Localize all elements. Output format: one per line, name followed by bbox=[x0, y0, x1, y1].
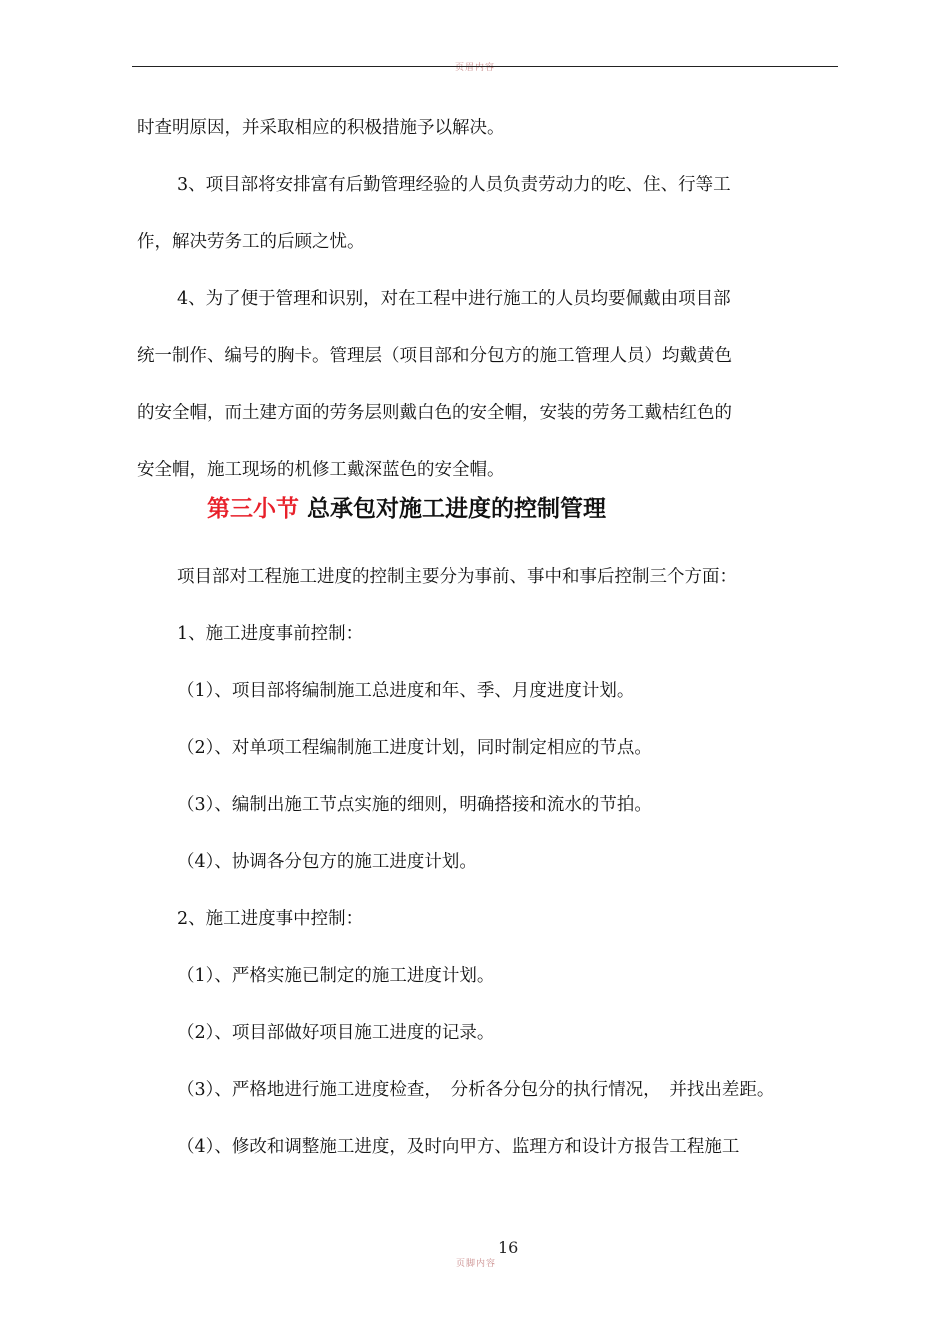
page-header-text: 页眉内容 bbox=[454, 63, 495, 73]
body-line: 项目部对工程施工进度的控制主要分为事前、事中和事后控制三个方面： bbox=[177, 567, 737, 587]
body-line: （4）、协调各分包方的施工进度计划。 bbox=[177, 852, 477, 872]
body-line: （1）、严格实施已制定的施工进度计划。 bbox=[177, 966, 495, 986]
paragraph-line: 3、项目部将安排富有后勤管理经验的人员负责劳动力的吃、住、行等工 bbox=[177, 175, 731, 195]
body-line: （2）、对单项工程编制施工进度计划，同时制定相应的节点。 bbox=[177, 738, 652, 758]
section-title: 总承包对施工进度的控制管理 bbox=[307, 496, 607, 522]
body-line: 1、施工进度事前控制： bbox=[177, 624, 364, 644]
page-number: 16 bbox=[498, 1238, 519, 1257]
paragraph-line: 作，解决劳务工的后顾之忧。 bbox=[137, 232, 365, 252]
section-heading bbox=[207, 494, 606, 524]
paragraph-line: 时查明原因，并采取相应的积极措施予以解决。 bbox=[137, 118, 505, 138]
paragraph-line: 安全帽，施工现场的机修工戴深蓝色的安全帽。 bbox=[137, 460, 505, 480]
paragraph-line: 4、为了便于管理和识别，对在工程中进行施工的人员均要佩戴由项目部 bbox=[177, 289, 731, 309]
header-rule bbox=[132, 66, 838, 67]
body-line: 2、施工进度事中控制： bbox=[177, 909, 364, 929]
paragraph-line: 统一制作、编号的胸卡。管理层（项目部和分包方的施工管理人员）均戴黄色 bbox=[137, 346, 732, 366]
paragraph-line: 的安全帽，而土建方面的劳务层则戴白色的安全帽，安装的劳务工戴桔红色的 bbox=[137, 403, 732, 423]
page-footer-text: 页脚内容 bbox=[456, 1259, 497, 1269]
body-line: （4）、修改和调整施工进度，及时向甲方、监理方和设计方报告工程施工 bbox=[177, 1137, 740, 1157]
section-number-label: 第三小节 bbox=[207, 496, 299, 522]
body-line: （2）、项目部做好项目施工进度的记录。 bbox=[177, 1023, 495, 1043]
body-line: （3）、严格地进行施工进度检查， 分析各分包分的执行情况， 并找出差距。 bbox=[177, 1080, 775, 1100]
body-line: （1）、项目部将编制施工总进度和年、季、月度进度计划。 bbox=[177, 681, 635, 701]
body-line: （3）、编制出施工节点实施的细则，明确搭接和流水的节拍。 bbox=[177, 795, 652, 815]
